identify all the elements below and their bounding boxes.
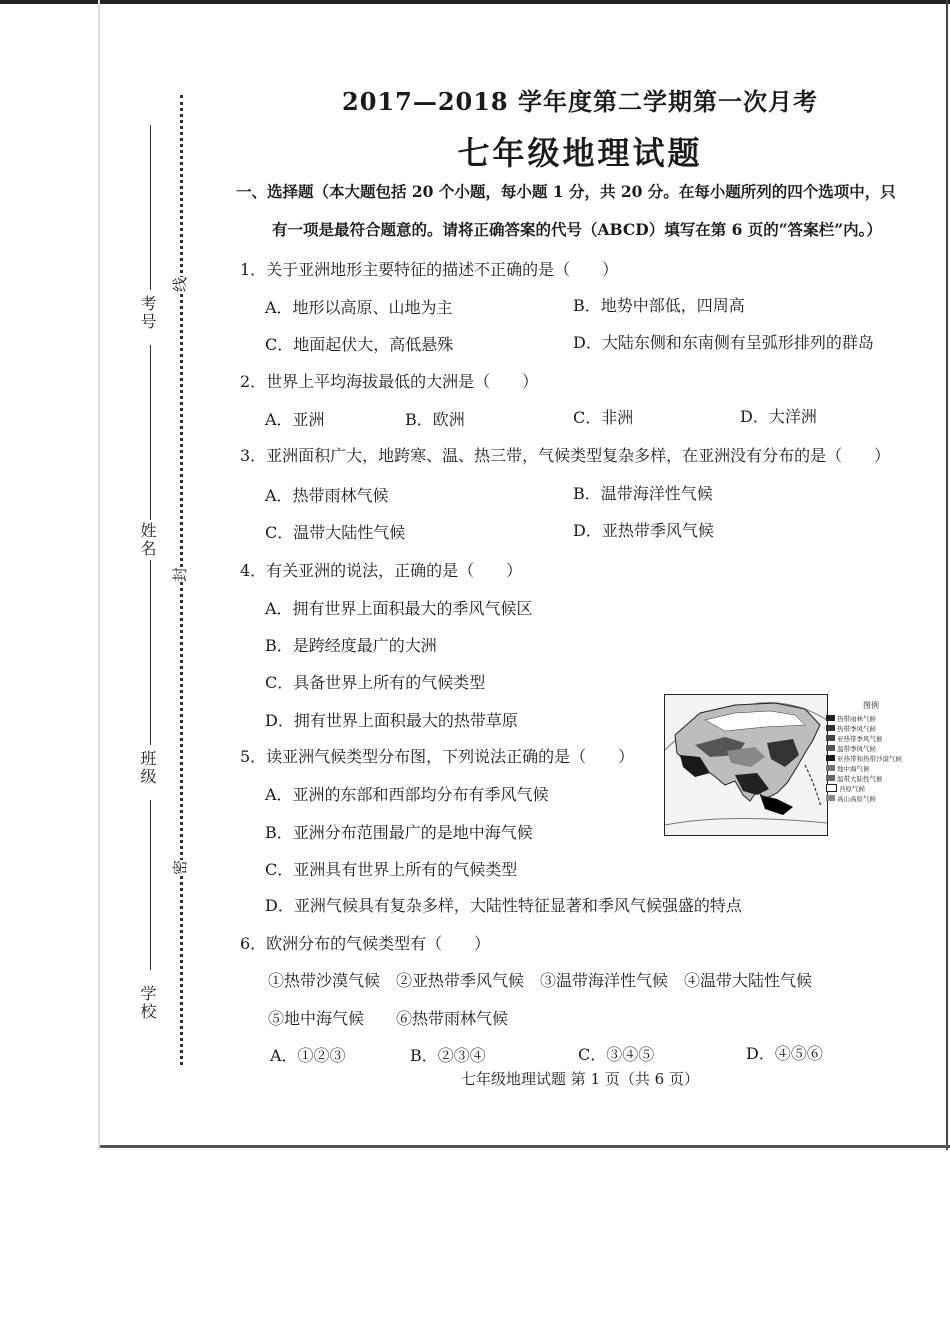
question-3-option-a[interactable]: A．热带雨林气候	[265, 486, 389, 505]
question-3-option-d[interactable]: D．亚热带季风气候	[573, 521, 714, 540]
question-5-option-a[interactable]: A．亚洲的东部和西部均分布有季风气候	[265, 785, 549, 804]
question-1-option-c[interactable]: C．地面起伏大，高低悬殊	[265, 335, 454, 354]
map-boundary-dashed-line	[805, 765, 821, 807]
page-title: 七年级地理试题	[457, 134, 703, 172]
rainforest-islands	[760, 795, 793, 815]
scan-edge-left	[98, 0, 100, 1150]
legend-item-label: 热带雨林气候	[837, 714, 876, 723]
question-4-option-d[interactable]: D．拥有世界上面积最大的热带草原	[265, 711, 518, 730]
legend-item	[826, 723, 916, 733]
legend-swatch	[826, 775, 835, 781]
question-4-option-c[interactable]: C．具备世界上所有的气候类型	[265, 673, 486, 692]
map-latitude-line-south	[665, 818, 827, 825]
question-4-option-b[interactable]: B．是跨经度最广的大洲	[265, 636, 437, 655]
section-heading-line2: 有一项是最符合题意的。请将正确答案的代号（ABCD）填写在第 6 页的“答案栏”内。）	[272, 220, 882, 239]
question-6-choices-line1: ①热带沙漠气候 ②亚热带季风气候 ③温带海洋性气候 ④温带大陆性气候	[268, 971, 813, 990]
section-heading-line1: 一、选择题（本大题包括 20 个小题，每小题 1 分，共 20 分。在每小题所列的四个选项中，只	[236, 182, 896, 201]
question-6-option-b[interactable]: B．②③④	[410, 1046, 486, 1065]
question-3-option-b[interactable]: B．温带海洋性气候	[573, 484, 713, 503]
field-rule-school-upper	[150, 800, 151, 970]
question-2-option-a[interactable]: A．亚洲	[265, 410, 325, 429]
field-rule-exam-number	[150, 125, 151, 290]
legend-item-label: 温带大陆性气候	[837, 774, 883, 783]
asia-climate-map-drawing	[665, 695, 827, 835]
map-legend-title: 图例	[863, 701, 879, 710]
page-bottom-edge	[100, 1145, 950, 1148]
legend-item-label: 亚热带季风气候	[837, 734, 883, 743]
question-5-option-d[interactable]: D．亚洲气候具有复杂多样，大陆性特征显著和季风气候强盛的特点	[265, 896, 742, 915]
question-1-stem: 1．关于亚洲地形主要特征的描述不正确的是（ ）	[240, 260, 619, 279]
question-1-option-a[interactable]: A．地形以高原、山地为主	[265, 298, 453, 317]
question-3-option-c[interactable]: C．温带大陆性气候	[265, 523, 406, 542]
exam-term-heading: 2017—2018 学年度第二学期第一次月考	[342, 87, 818, 116]
legend-item-label: 亚热带和热带沙漠气候	[837, 754, 902, 763]
question-2-option-d[interactable]: D．大洋洲	[740, 407, 817, 426]
legend-item	[826, 773, 916, 783]
question-2-option-b[interactable]: B．欧洲	[405, 410, 465, 429]
legend-item	[826, 753, 916, 763]
field-label-name: 姓名	[138, 522, 157, 558]
seal-char-seal: 封	[167, 567, 192, 582]
question-5-stem: 5．读亚洲气候类型分布图，下列说法正确的是（ ）	[240, 747, 635, 766]
legend-swatch	[826, 715, 835, 721]
question-5-option-c[interactable]: C．亚洲具有世界上所有的气候类型	[265, 860, 518, 879]
legend-item	[826, 733, 916, 743]
legend-item-label: 苔原气候	[839, 784, 865, 793]
question-2-option-c[interactable]: C．非洲	[573, 408, 634, 427]
scan-edge-right	[946, 0, 948, 1150]
legend-item	[826, 713, 916, 723]
legend-swatch	[826, 765, 835, 771]
field-label-class: 班级	[138, 750, 157, 786]
question-6-choices-line2: ⑤地中海气候 ⑥热带雨林气候	[268, 1009, 509, 1028]
field-label-school: 学校	[138, 985, 157, 1021]
question-6-stem: 6．欧洲分布的气候类型有（ ）	[240, 934, 491, 953]
field-rule-class-upper	[150, 560, 151, 745]
legend-item-label: 热带季风气候	[837, 724, 876, 733]
legend-swatch	[826, 755, 835, 761]
question-6-option-a[interactable]: A．①②③	[270, 1046, 346, 1065]
field-label-exam-number: 考号	[138, 295, 157, 331]
field-rule-name-upper	[150, 345, 151, 520]
question-4-option-a[interactable]: A．拥有世界上面积最大的季风气候区	[265, 599, 533, 618]
scan-edge-top	[0, 0, 950, 4]
question-3-stem: 3．亚洲面积广大，地跨寒、温、热三带，气候类型复杂多样，在亚洲没有分布的是（ ）	[240, 446, 891, 465]
question-5-option-b[interactable]: B．亚洲分布范围最广的是地中海气候	[265, 823, 533, 842]
legend-item	[826, 743, 916, 753]
asia-climate-map	[664, 694, 828, 836]
legend-item-label: 高山高原气候	[837, 794, 876, 803]
map-legend	[826, 700, 916, 803]
question-1-option-d[interactable]: D．大陆东侧和东南侧有呈弧形排列的群岛	[573, 333, 874, 352]
legend-item	[826, 763, 916, 773]
question-2-stem: 2．世界上平均海拔最低的大洲是（ ）	[240, 372, 539, 391]
question-6-option-c[interactable]: C．③④⑤	[578, 1045, 655, 1064]
question-6-option-d[interactable]: D．④⑤⑥	[746, 1044, 823, 1063]
legend-item	[826, 793, 916, 803]
seal-char-line: 线	[167, 277, 192, 292]
legend-item-label: 温带季风气候	[837, 744, 876, 753]
legend-swatch	[826, 795, 835, 801]
legend-item	[826, 783, 916, 793]
legend-swatch	[826, 784, 837, 792]
legend-swatch	[826, 745, 835, 751]
legend-item-label: 地中海气候	[837, 764, 870, 773]
legend-swatch	[826, 735, 835, 741]
page-footer: 七年级地理试题 第 1 页（共 6 页）	[461, 1070, 699, 1088]
question-1-option-b[interactable]: B．地势中部低，四周高	[573, 296, 745, 315]
legend-swatch	[826, 725, 835, 731]
seal-char-close: 密	[167, 860, 192, 875]
question-4-stem: 4．有关亚洲的说法，正确的是（ ）	[240, 561, 523, 580]
